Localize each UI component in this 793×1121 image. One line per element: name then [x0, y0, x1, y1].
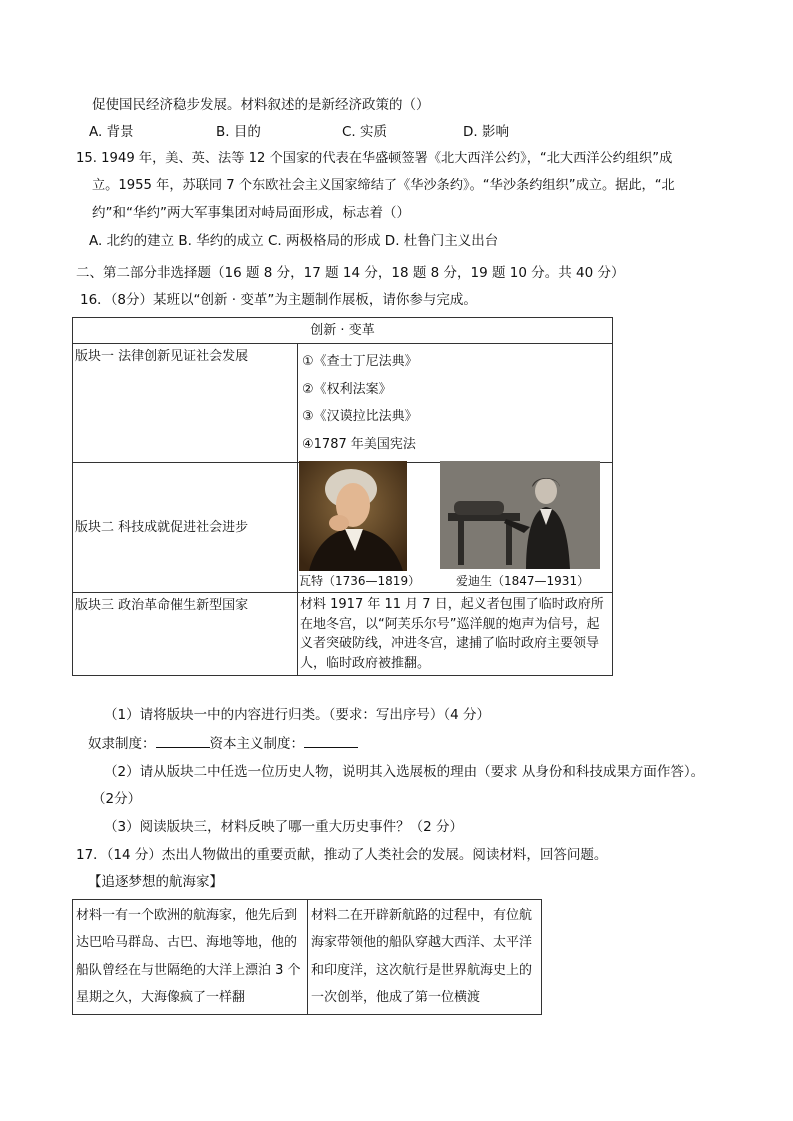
block-3-text: 材料 1917 年 11 月 7 日，起义者包围了临时政府所在地冬宫，以“阿芙乐尔号”巡洋舰的炮声为信号，起义者突破防线，冲进冬宫，逮捕了临时政府主要领导人，临时政府被推翻。: [298, 593, 613, 676]
q14-option-a: A. 背景: [89, 124, 134, 140]
block-1-item: ①《查士丁尼法典》: [302, 354, 418, 369]
table-title: 创新 · 变革: [73, 318, 613, 344]
watt-caption: 瓦特（1736—1819）: [299, 574, 421, 588]
q16-sub-3: （3）阅读版块三，材料反映了哪一重大历史事件？（2 分）: [104, 819, 463, 835]
slavery-label: 奴隶制度：: [88, 736, 156, 752]
block-1-item: ②《权利法案》: [302, 381, 392, 397]
q16-sub-2: （2）请从版块二中任选一位历史人物，说明其入选展板的理由（要求 从身份和科技成果方面作答）。: [104, 764, 705, 780]
section-2-header: 二、第二部分非选择题（16 题 8 分，17 题 14 分，18 题 8 分，19 题 10 分。共 40 分）: [76, 265, 625, 281]
q16-intro: 16．（8分）某班以“创新 · 变革”为主题制作展板，请你参与完成。: [80, 292, 477, 308]
slavery-answer-blank[interactable]: [156, 735, 210, 748]
capitalism-label: 资本主义制度：: [209, 736, 304, 752]
q15-line-1: 15. 1949 年，美、英、法等 12 个国家的代表在华盛顿签署《北大西洋公约》，“北大西洋公约组织”成: [76, 151, 673, 166]
block-1-label: 版块一 法律创新见证社会发展: [73, 344, 298, 463]
block-2-label: 版块二 科技成就促进社会进步: [73, 463, 298, 593]
block-1-item: ④1787 年美国宪法: [302, 436, 416, 452]
q16-sub-2-score: （2分）: [92, 791, 142, 807]
watt-portrait-image: [299, 461, 407, 571]
q14-option-d: D. 影响: [463, 124, 509, 140]
q15-options: A. 北约的建立 B. 华约的成立 C. 两极格局的形成 D. 杜鲁门主义出台: [89, 233, 499, 249]
material-2: 材料二在开辟新航路的过程中，有位航海家带领他的船队穿越大西洋、太平洋和印度洋，这次航行是世界航海史上的一次创举，他成了第一位横渡: [308, 900, 542, 1015]
q16-sub-1: （1）请将版块一中的内容进行归类。（要求：写出序号）（4 分）: [104, 707, 490, 723]
block-1-item: ③《汉谟拉比法典》: [302, 409, 418, 424]
q17-materials-table: [72, 899, 542, 1015]
block-1-items: [298, 344, 613, 463]
edison-photo-image: [440, 461, 600, 569]
q17-heading: 【追逐梦想的航海家】: [88, 874, 223, 890]
q16-sub-1-answer-line: [88, 735, 358, 753]
q15-line-3: 约”和“华约”两大军事集团对峙局面形成，标志着（）: [92, 205, 410, 221]
q17-intro: 17．（14 分）杰出人物做出的重要贡献，推动了人类社会的发展。阅读材料，回答问题。: [76, 847, 608, 863]
q14-option-c: C. 实质: [342, 124, 388, 140]
q14-option-b: B. 目的: [216, 124, 261, 140]
block-3-label: 版块三 政治革命催生新型国家: [73, 593, 298, 676]
capitalism-answer-blank[interactable]: [304, 735, 358, 748]
edison-caption: 爱迪生（1847—1931）: [456, 574, 590, 588]
q15-line-2: 立。1955 年，苏联同 7 个东欧社会主义国家缔结了《华沙条约》。“华沙条约组织”成立。据此，“北: [92, 178, 675, 193]
material-1: 材料一有一个欧洲的航海家，他先后到达巴哈马群岛、古巴、海地等地，他的船队曾经在与世隔绝的大洋上漂泊 3 个星期之久，大海像疯了一样翻: [73, 900, 308, 1015]
q14-continuation: 促使国民经济稳步发展。材料叙述的是新经济政策的（）: [92, 97, 430, 113]
